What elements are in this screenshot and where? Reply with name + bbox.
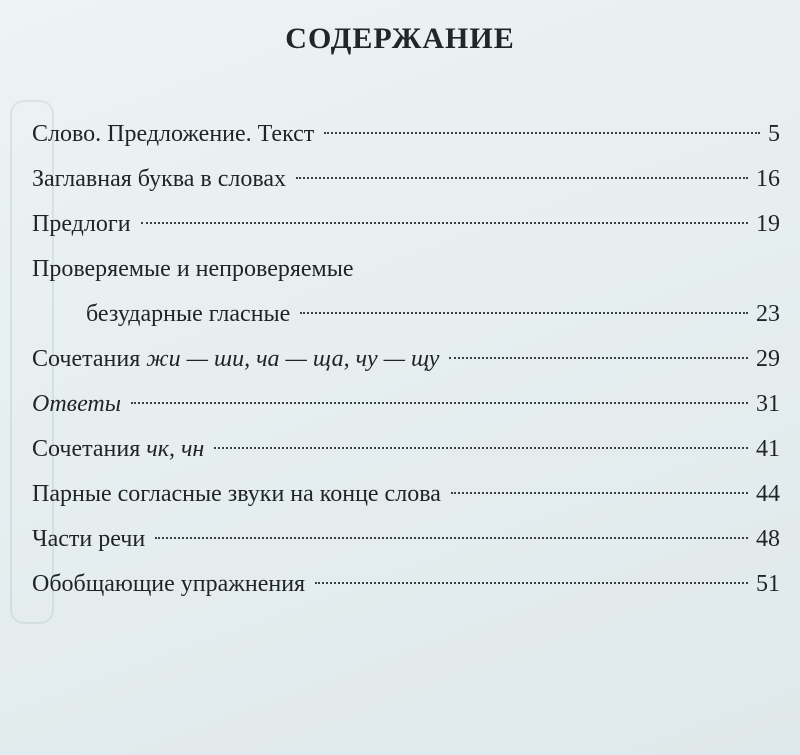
toc-page-number: 23 xyxy=(756,301,780,327)
dot-leader xyxy=(214,447,748,449)
toc-entry-label: Обобщающие упражнения xyxy=(32,571,306,597)
toc-entry xyxy=(32,382,780,427)
toc-page-number: 41 xyxy=(756,436,780,462)
page-title: СОДЕРЖАНИЕ xyxy=(285,22,515,55)
toc-page-number: 48 xyxy=(756,526,780,552)
dot-leader xyxy=(141,222,748,224)
toc-entry-label: Парные согласные звуки на конце слова xyxy=(32,481,441,507)
toc-entry-label xyxy=(32,337,439,382)
toc-entry-label: Слово. Предложение. Текст xyxy=(32,121,315,147)
toc-entry-label: Части речи xyxy=(32,526,146,552)
toc-page-number: 29 xyxy=(756,346,780,372)
toc-entry xyxy=(32,427,780,472)
toc-entry xyxy=(32,157,780,202)
toc-entry xyxy=(32,202,780,247)
dot-leader xyxy=(324,132,760,134)
toc-entry xyxy=(32,337,780,382)
toc-page-number: 16 xyxy=(756,166,780,192)
toc-entry-label: Ответы xyxy=(32,391,122,417)
toc-page-number: 31 xyxy=(756,391,780,417)
toc-entry xyxy=(32,247,780,337)
dot-leader xyxy=(449,357,748,359)
toc-entry xyxy=(32,517,780,562)
toc-page-number: 51 xyxy=(756,571,780,597)
toc-entry-label-regular: Сочетания xyxy=(32,346,147,372)
toc-page-number: 19 xyxy=(756,211,780,237)
toc-page-number: 44 xyxy=(756,481,780,507)
toc-entry-label-italic: чк, чн xyxy=(146,436,205,462)
toc-entry-label-line1: Проверяемые и непроверяемые xyxy=(32,256,354,282)
toc-entry-label: Заглавная буква в словах xyxy=(32,166,287,192)
table-of-contents xyxy=(32,112,780,607)
dot-leader xyxy=(315,582,748,584)
dot-leader xyxy=(451,492,748,494)
dot-leader xyxy=(155,537,748,539)
toc-entry xyxy=(32,562,780,607)
toc-entry-label: Предлоги xyxy=(32,211,131,237)
dot-leader xyxy=(296,177,748,179)
toc-entry-label xyxy=(32,427,204,472)
dot-leader xyxy=(300,312,748,314)
toc-entry xyxy=(32,472,780,517)
toc-page-number: 5 xyxy=(768,121,780,147)
dot-leader xyxy=(131,402,748,404)
toc-entry xyxy=(32,112,780,157)
toc-entry-label-regular: Сочетания xyxy=(32,436,147,462)
toc-entry-label-line2: безударные гласные xyxy=(86,301,291,327)
toc-entry-label-italic: жи — ши, ча — ща, чу — щу xyxy=(146,346,440,372)
